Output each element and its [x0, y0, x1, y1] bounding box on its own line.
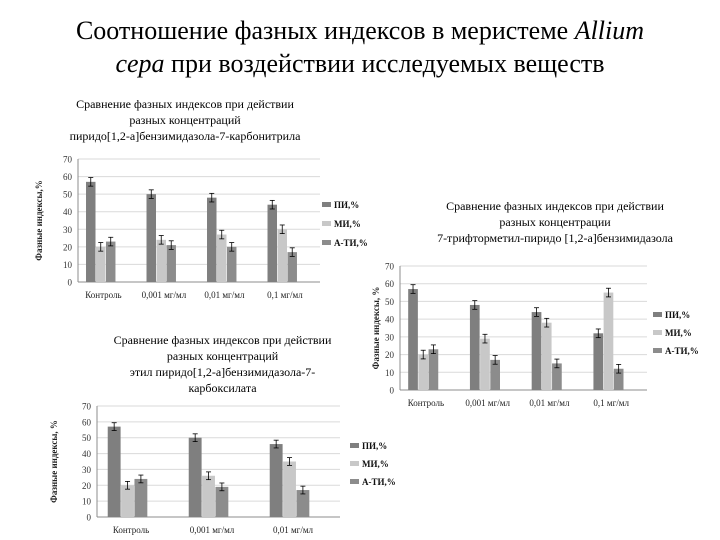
y-tick-label: 20	[63, 242, 72, 253]
chart-plot	[30, 94, 370, 306]
title-species-epithet: cepa	[115, 49, 165, 78]
y-tick-label: 60	[63, 172, 72, 183]
y-tick-label: 0	[67, 277, 72, 288]
x-tick-label: 0,01 мг/мл	[204, 290, 245, 300]
y-tick-label: 40	[385, 314, 394, 325]
bar	[121, 485, 134, 517]
y-axis-label: Фазные индексы, %	[371, 286, 381, 370]
y-tick-label: 30	[82, 464, 91, 475]
x-tick-label: 0,01 мг/мл	[272, 525, 314, 535]
bar	[277, 229, 286, 282]
chart-plot	[45, 330, 405, 538]
chart-trifluoromethyl	[365, 196, 720, 420]
chart-title-line: Сравнение фазных индексов при действии	[76, 97, 294, 111]
legend-label: А-ТИ,%	[665, 346, 699, 356]
y-tick-label: 10	[63, 259, 72, 270]
legend-label: А-ТИ,%	[334, 238, 368, 248]
y-tick-label: 50	[82, 433, 91, 444]
bar	[147, 194, 156, 282]
chart-title-line: Сравнение фазных индексов при действии	[446, 199, 664, 213]
legend-swatch	[350, 479, 359, 484]
title-text-1: Соотношение фазных индексов в меристеме	[75, 16, 575, 45]
slide-title	[0, 14, 720, 80]
bar	[134, 479, 147, 517]
y-tick-label: 60	[82, 417, 91, 428]
chart-title-line: Сравнение фазных индексов при действии	[113, 333, 332, 347]
x-tick-label: 0,001 мг/мл	[465, 398, 510, 408]
y-tick-label: 50	[385, 296, 394, 307]
chart-title-line: разных концентраций	[129, 113, 241, 127]
x-tick-label: Контроль	[112, 525, 150, 535]
bar	[429, 349, 439, 390]
y-tick-label: 10	[82, 496, 91, 507]
y-tick-label: 30	[385, 332, 394, 343]
chart-title-line: карбоксилата	[188, 381, 257, 395]
legend-swatch	[350, 443, 359, 448]
bar	[189, 438, 202, 517]
x-tick-label: 0,1 мг/мл	[593, 398, 629, 408]
legend-swatch	[653, 312, 662, 317]
y-tick-label: 10	[385, 367, 394, 378]
bar	[268, 205, 277, 282]
y-tick-label: 40	[63, 207, 72, 218]
y-tick-label: 40	[82, 449, 91, 460]
title-text-2: при воздействии исследуемых веществ	[164, 49, 605, 78]
bar	[217, 235, 226, 282]
bar	[470, 305, 480, 390]
y-axis-label: Фазные индексы,%	[34, 180, 44, 261]
chart-title-line: 7-трифторметил-пиридо [1,2-а]бензимидазола	[437, 231, 673, 245]
y-tick-label: 0	[389, 385, 394, 396]
x-tick-label: 0,001 мг/мл	[189, 525, 235, 535]
bar	[532, 312, 542, 390]
x-tick-label: 0,1 мг/мл	[267, 290, 303, 300]
y-tick-label: 70	[63, 154, 72, 165]
legend-label: ПИ,%	[362, 441, 388, 451]
bar	[480, 339, 490, 390]
bar	[96, 247, 105, 282]
chart-ethyl-carboxylate	[45, 330, 405, 538]
bar	[166, 245, 175, 282]
legend-swatch	[322, 221, 331, 226]
legend-label: А-ТИ,%	[362, 477, 396, 487]
legend-swatch	[350, 461, 359, 466]
x-tick-label: 0,01 мг/мл	[529, 398, 570, 408]
legend-label: МИ,%	[665, 328, 692, 338]
bar	[542, 323, 552, 390]
y-tick-label: 70	[82, 401, 91, 412]
chart-plot	[365, 196, 720, 420]
x-tick-label: Контроль	[85, 290, 122, 300]
bar	[207, 198, 216, 282]
bar	[227, 247, 236, 282]
legend-swatch	[653, 330, 662, 335]
x-tick-label: Контроль	[407, 398, 445, 408]
y-tick-label: 30	[63, 224, 72, 235]
bar	[408, 289, 418, 390]
legend-label: МИ,%	[362, 459, 389, 469]
legend-label: ПИ,%	[334, 200, 360, 210]
y-tick-label: 50	[63, 189, 72, 200]
legend-swatch	[653, 348, 662, 353]
bar	[215, 487, 228, 517]
x-tick-label: 0,001 мг/мл	[141, 290, 187, 300]
bar	[108, 427, 121, 517]
slide-title-line-1	[0, 14, 720, 47]
bar	[593, 333, 603, 390]
y-tick-label: 60	[385, 279, 394, 290]
slide-title-line-2	[0, 47, 720, 80]
title-species-genus: Allium	[574, 16, 645, 45]
chart-carbonitrile	[30, 94, 370, 306]
y-axis-label: Фазные индексы, %	[49, 420, 59, 503]
bar	[270, 444, 283, 517]
bar	[283, 462, 296, 518]
bar	[156, 240, 165, 282]
bar	[86, 182, 95, 282]
chart-title-line: разных концентраций	[166, 349, 279, 363]
y-tick-label: 20	[385, 350, 394, 361]
y-tick-label: 20	[82, 480, 91, 491]
legend-label: МИ,%	[334, 219, 361, 229]
legend-swatch	[322, 240, 331, 245]
legend-label: ПИ,%	[665, 310, 691, 320]
y-tick-label: 0	[86, 512, 91, 523]
legend-swatch	[322, 202, 331, 207]
y-tick-label: 70	[385, 261, 394, 272]
bar	[202, 476, 215, 517]
chart-title-line: пиридо[1,2-а]бензимидазола-7-карбонитрила	[69, 129, 301, 143]
bar	[106, 242, 115, 282]
bar	[418, 355, 428, 390]
bar	[604, 293, 614, 390]
chart-title-line: этил пиридо[1,2-а]бензимидазола-7-	[129, 365, 316, 379]
chart-title-line: разных концентрации	[499, 215, 611, 229]
